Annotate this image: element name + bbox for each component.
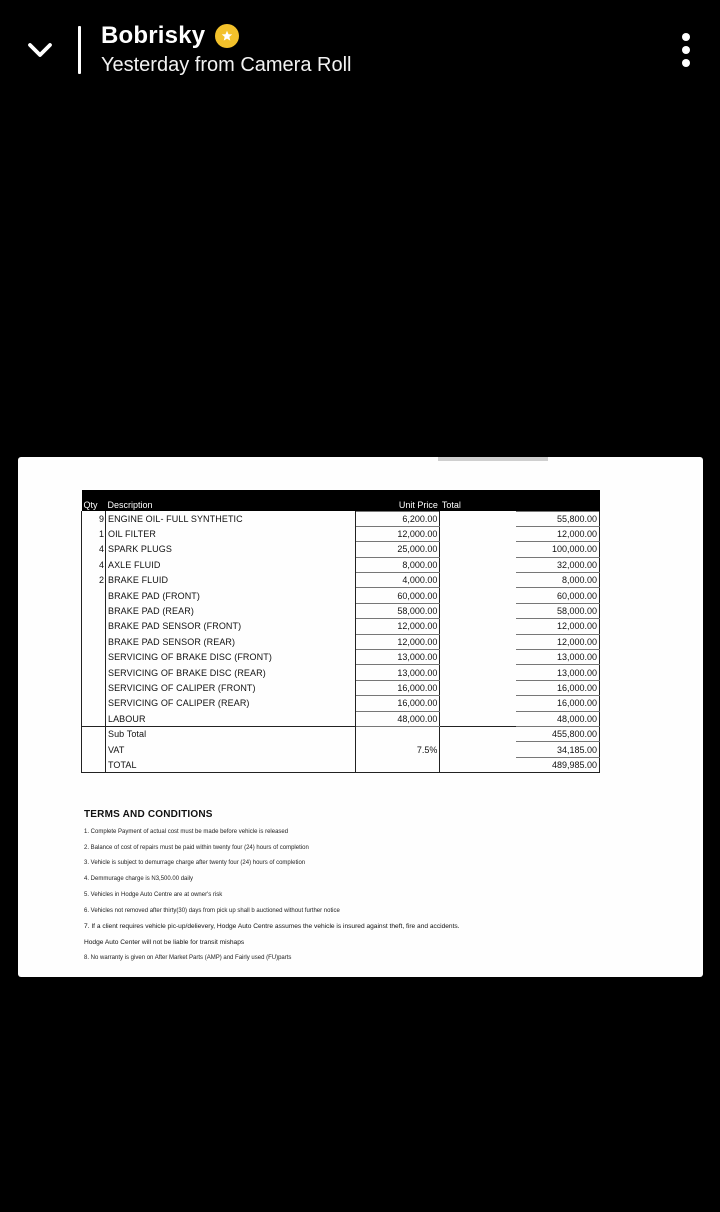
qty-cell xyxy=(82,757,106,772)
summary-rate xyxy=(355,726,440,741)
total-cell: 58,000.00 xyxy=(516,603,600,618)
header-qty: Qty xyxy=(82,490,106,511)
invoice-table xyxy=(81,490,600,773)
total-cell: 12,000.00 xyxy=(516,619,600,634)
unit-price-cell: 48,000.00 xyxy=(355,711,440,726)
total-cell: 32,000.00 xyxy=(516,557,600,572)
story-header xyxy=(0,0,720,100)
summary-label: VAT xyxy=(105,742,355,757)
unit-price-cell: 60,000.00 xyxy=(355,588,440,603)
table-row xyxy=(82,542,600,557)
description-cell: SERVICING OF CALIPER (FRONT) xyxy=(105,680,355,695)
summary-label: TOTAL xyxy=(105,757,355,772)
paper-smudge xyxy=(438,457,548,461)
account-name[interactable]: Bobrisky xyxy=(101,22,206,49)
table-row xyxy=(82,650,600,665)
term-item: 3. Vehicle is subject to demurrage charge after twenty four (24) hours of completion xyxy=(84,860,306,867)
spacer-cell xyxy=(440,634,516,649)
total-cell: 48,000.00 xyxy=(516,711,600,726)
spacer-cell xyxy=(440,650,516,665)
unit-price-cell: 13,000.00 xyxy=(355,650,440,665)
term-item: 5. Vehicles in Hodge Auto Centre are at owner's risk xyxy=(84,891,223,898)
unit-price-cell: 16,000.00 xyxy=(355,680,440,695)
spacer-cell xyxy=(440,557,516,572)
table-row xyxy=(82,634,600,649)
spacer-cell xyxy=(440,588,516,603)
summary-row xyxy=(82,757,600,772)
description-cell: SPARK PLUGS xyxy=(105,542,355,557)
unit-price-cell: 8,000.00 xyxy=(355,557,440,572)
term-item: 1. Complete Payment of actual cost must be made before vehicle is released xyxy=(84,829,289,835)
terms-list xyxy=(84,825,644,966)
more-vertical-icon xyxy=(682,59,690,67)
summary-amount: 455,800.00 xyxy=(516,726,600,741)
total-cell: 8,000.00 xyxy=(516,573,600,588)
spacer-cell xyxy=(440,526,516,541)
table-row xyxy=(82,696,600,711)
table-row xyxy=(82,588,600,603)
unit-price-cell: 13,000.00 xyxy=(355,665,440,680)
story-subtitle: Yesterday from Camera Roll xyxy=(101,54,352,76)
summary-label: Sub Total xyxy=(105,726,355,741)
total-cell: 13,000.00 xyxy=(516,665,600,680)
header-total: Total xyxy=(440,490,516,511)
star-badge-icon xyxy=(215,24,239,48)
qty-cell: 2 xyxy=(82,573,106,588)
unit-price-cell: 25,000.00 xyxy=(355,542,440,557)
table-row xyxy=(82,557,600,572)
qty-cell xyxy=(82,619,106,634)
total-cell: 13,000.00 xyxy=(516,650,600,665)
description-cell: ENGINE OIL- FULL SYNTHETIC xyxy=(105,511,355,526)
term-item: 2. Balance of cost of repairs must be paid within twenty four (24) hours of completion xyxy=(84,844,309,851)
spacer-cell xyxy=(440,542,516,557)
term-item: 7. If a client requires vehicle pic-up/delievery, Hodge Auto Centre assumes the vehicle is insured against theft, fire and accidents. xyxy=(84,923,460,931)
spacer-cell xyxy=(440,573,516,588)
term-item: Hodge Auto Center will not be liable for transit mishaps xyxy=(84,938,245,946)
spacer-cell xyxy=(440,680,516,695)
terms-title: TERMS AND CONDITIONS xyxy=(84,809,213,820)
total-cell: 12,000.00 xyxy=(516,526,600,541)
total-cell: 12,000.00 xyxy=(516,634,600,649)
unit-price-cell: 12,000.00 xyxy=(355,619,440,634)
summary-amount: 34,185.00 xyxy=(516,742,600,757)
title-row xyxy=(101,22,239,50)
qty-cell: 4 xyxy=(82,557,106,572)
unit-price-cell: 12,000.00 xyxy=(355,526,440,541)
more-vertical-icon xyxy=(682,46,690,54)
table-row xyxy=(82,680,600,695)
header-description: Description xyxy=(105,490,355,511)
description-cell: SERVICING OF CALIPER (REAR) xyxy=(105,696,355,711)
terms-section xyxy=(84,809,644,966)
header-amount xyxy=(516,490,600,511)
header-unit-price: Unit Price xyxy=(355,490,440,511)
description-cell: SERVICING OF BRAKE DISC (FRONT) xyxy=(105,650,355,665)
total-cell: 16,000.00 xyxy=(516,680,600,695)
qty-cell xyxy=(82,680,106,695)
qty-cell xyxy=(82,726,106,741)
table-row xyxy=(82,665,600,680)
chevron-down-icon xyxy=(25,35,55,65)
invoice-photo xyxy=(18,457,703,977)
spacer-cell xyxy=(440,619,516,634)
qty-cell xyxy=(82,696,106,711)
more-options-button[interactable] xyxy=(672,30,700,70)
term-item: 4. Demmurage charge is N3,500.00 daily xyxy=(84,876,194,883)
total-cell: 100,000.00 xyxy=(516,542,600,557)
spacer-cell xyxy=(440,726,516,741)
summary-row xyxy=(82,742,600,757)
more-vertical-icon xyxy=(682,33,690,41)
unit-price-cell: 16,000.00 xyxy=(355,696,440,711)
summary-amount: 489,985.00 xyxy=(516,757,600,772)
qty-cell: 4 xyxy=(82,542,106,557)
term-item: 8. No warranty is given on After Market Parts (AMP) and Fairly used (FU)parts xyxy=(84,954,292,961)
description-cell: LABOUR xyxy=(105,711,355,726)
description-cell: BRAKE PAD (FRONT) xyxy=(105,588,355,603)
qty-cell xyxy=(82,711,106,726)
unit-price-cell: 12,000.00 xyxy=(355,634,440,649)
description-cell: BRAKE PAD SENSOR (REAR) xyxy=(105,634,355,649)
summary-rate xyxy=(355,757,440,772)
total-cell: 16,000.00 xyxy=(516,696,600,711)
qty-cell xyxy=(82,634,106,649)
term-item: 6. Vehicles not removed after thirty(30) days from pick up shall b auctioned without further notice xyxy=(84,907,340,914)
qty-cell xyxy=(82,665,106,680)
spacer-cell xyxy=(440,603,516,618)
qty-cell: 1 xyxy=(82,526,106,541)
table-row xyxy=(82,511,600,526)
description-cell: BRAKE PAD SENSOR (FRONT) xyxy=(105,619,355,634)
table-row xyxy=(82,573,600,588)
qty-cell xyxy=(82,742,106,757)
qty-cell: 9 xyxy=(82,511,106,526)
unit-price-cell: 58,000.00 xyxy=(355,603,440,618)
unit-price-cell: 6,200.00 xyxy=(355,511,440,526)
description-cell: SERVICING OF BRAKE DISC (REAR) xyxy=(105,665,355,680)
spacer-cell xyxy=(440,696,516,711)
qty-cell xyxy=(82,650,106,665)
header-divider xyxy=(78,26,81,74)
description-cell: BRAKE PAD (REAR) xyxy=(105,603,355,618)
spacer-cell xyxy=(440,757,516,772)
description-cell: BRAKE FLUID xyxy=(105,573,355,588)
table-row xyxy=(82,711,600,726)
summary-row xyxy=(82,726,600,741)
summary-rate: 7.5% xyxy=(355,742,440,757)
description-cell: AXLE FLUID xyxy=(105,557,355,572)
close-story-button[interactable] xyxy=(18,28,62,72)
table-row xyxy=(82,526,600,541)
spacer-cell xyxy=(440,742,516,757)
total-cell: 55,800.00 xyxy=(516,511,600,526)
qty-cell xyxy=(82,588,106,603)
qty-cell xyxy=(82,603,106,618)
unit-price-cell: 4,000.00 xyxy=(355,573,440,588)
spacer-cell xyxy=(440,711,516,726)
table-header-row xyxy=(82,490,600,511)
total-cell: 60,000.00 xyxy=(516,588,600,603)
spacer-cell xyxy=(440,665,516,680)
table-row xyxy=(82,619,600,634)
description-cell: OIL FILTER xyxy=(105,526,355,541)
spacer-cell xyxy=(440,511,516,526)
table-row xyxy=(82,603,600,618)
